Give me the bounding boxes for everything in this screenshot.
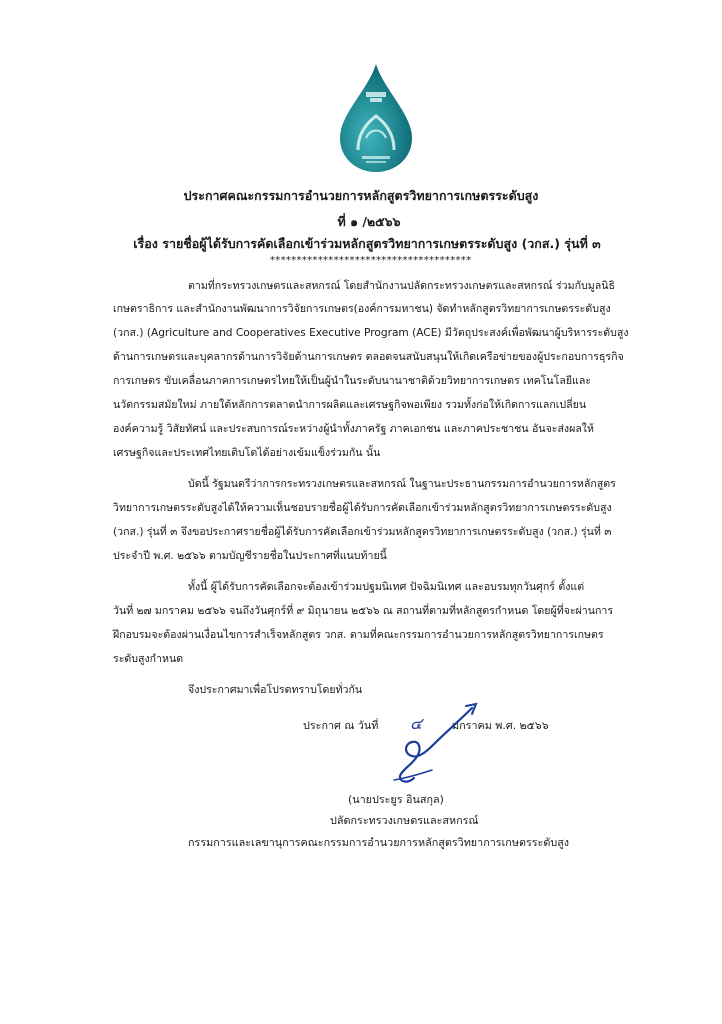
paragraph-1-line-5: การเกษตร ขับเคลื่อนภาคการเกษตรไทยให้เป็นผู้นำในระดับนานาชาติด้วยวิทยาการเกษตร เทคโนโลยีและ — [113, 375, 592, 387]
paragraph-3-line-2: วันที่ ๒๗ มกราคม ๒๕๖๖ จนถึงวันศุกร์ที่ ๙ มิถุนายน ๒๕๖๖ ณ สถานที่ตามที่หลักสูตรกำหนด โดยผู้ที่จะผ่านการ — [113, 605, 614, 617]
paragraph-2-line-2: วิทยาการเกษตรระดับสูงได้ให้ความเห็นชอบรายชื่อผู้ได้รับการคัดเลือกเข้าร่วมหลักสูตรวิทยาการเกษตรระดับสูง — [113, 502, 612, 514]
signature-icon — [380, 700, 490, 790]
water-drop-logo — [336, 62, 416, 174]
paragraph-1-line-2: เกษตราธิการ และสำนักงานพัฒนาการวิจัยการเกษตร(องค์การมหาชน) จัดทำหลักสูตรวิทยาการเกษตรระดับสูง — [113, 303, 611, 315]
paragraph-2-line-3: (วกส.) รุ่นที่ ๓ จึงขอประกาศรายชื่อผู้ได้รับการคัดเลือกเข้าร่วมหลักสูตรวิทยาการเกษตรระดับสูง (วกส.) รุ่นที่ ๓ — [113, 526, 612, 538]
date-day-handwritten: ๔ — [410, 714, 423, 733]
date-prefix: ประกาศ ณ วันที่ — [303, 719, 379, 732]
paragraph-2-line-4: ประจำปี พ.ศ. ๒๕๖๖ ตามบัญชีรายชื่อในประกาศที่แนบท้ายนี้ — [113, 550, 387, 562]
paragraph-2-line-1: บัดนี้ รัฐมนตรีว่าการกระทรวงเกษตรและสหกรณ์ ในฐานะประธานกรรมการอำนวยการหลักสูตร — [188, 478, 616, 490]
announcement-title: ประกาศคณะกรรมการอำนวยการหลักสูตรวิทยาการเกษตรระดับสูง — [183, 188, 539, 203]
paragraph-1-line-4: ด้านการเกษตรและบุคลากรด้านการวิจัยด้านการเกษตร ตลอดจนสนับสนุนให้เกิดเครือข่ายของผู้ประกอบการธุรกิจ — [113, 351, 624, 363]
paragraph-1-line-7: องค์ความรู้ วิสัยทัศน์ และประสบการณ์ระหว่างผู้นำทั้งภาครัฐ ภาคเอกชน และภาคประชาชน อันจะส่งผลให้ — [113, 423, 594, 435]
paragraph-1-line-6: นวัตกรรมสมัยใหม่ ภายใต้หลักการตลาดนำการผลิตและเศรษฐกิจพอเพียง รวมทั้งก่อให้เกิดการแลกเปลี่ยน — [113, 399, 587, 411]
signatory-role: กรรมการและเลขานุการคณะกรรมการอำนวยการหลักสูตรวิทยาการเกษตรระดับสูง — [188, 836, 570, 849]
paragraph-1-line-3: (วกส.) (Agriculture and Cooperatives Executive Program (ACE) มีวัตถุประสงค์เพื่อพัฒนาผู้บริหารระดับสูง — [113, 327, 629, 339]
paragraph-1-line-8: เศรษฐกิจและประเทศไทยเติบโตได้อย่างเข้มแข็งร่วมกัน นั้น — [113, 447, 381, 459]
separator-line: ************************************** — [270, 255, 472, 266]
closing-statement: จึงประกาศมาเพื่อโปรดทราบโดยทั่วกัน — [188, 684, 363, 696]
signatory-name: (นายประยูร อินสกุล) — [348, 793, 444, 806]
date-month-year: มกราคม พ.ศ. ๒๕๖๖ — [452, 719, 549, 732]
paragraph-3-line-3: ฝึกอบรมจะต้องผ่านเงื่อนไขการสำเร็จหลักสูตร วกส. ตามที่คณะกรรมการอำนวยการหลักสูตรวิทยาการเกษตร — [113, 629, 604, 641]
paragraph-3-line-1: ทั้งนี้ ผู้ได้รับการคัดเลือกจะต้องเข้าร่วมปฐมนิเทศ ปัจฉิมนิเทศ และอบรมทุกวันศุกร์ ตั้งแต่ — [188, 581, 585, 593]
paragraph-1-line-1: ตามที่กระทรวงเกษตรและสหกรณ์ โดยสำนักงานปลัดกระทรวงเกษตรและสหกรณ์ ร่วมกับมูลนิธิ — [188, 280, 615, 292]
signatory-position: ปลัดกระทรวงเกษตรและสหกรณ์ — [330, 814, 479, 827]
paragraph-3-line-4: ระดับสูงกำหนด — [113, 653, 184, 665]
announcement-subject: เรื่อง รายชื่อผู้ได้รับการคัดเลือกเข้าร่วมหลักสูตรวิทยาการเกษตรระดับสูง (วกส.) รุ่นที่ ๓ — [133, 236, 601, 251]
announcement-number: ที่ ๑ /๒๕๖๖ — [337, 214, 401, 229]
